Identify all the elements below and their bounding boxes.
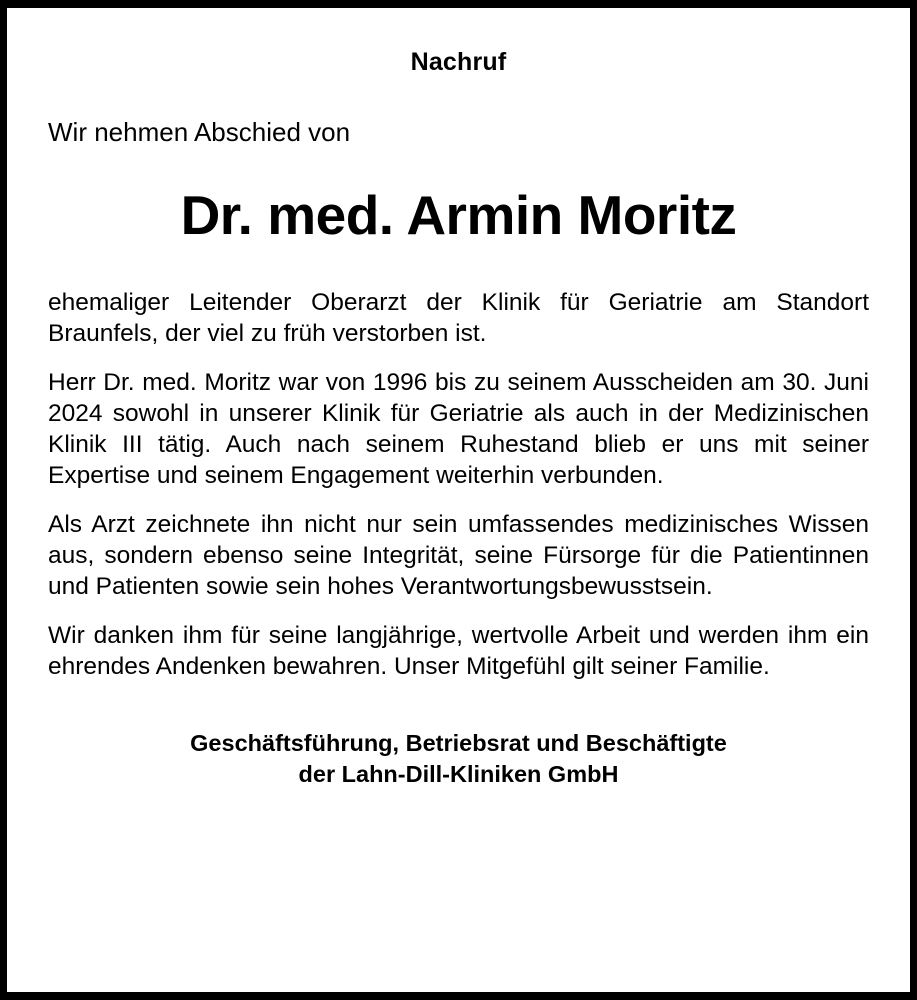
lead-line: Wir nehmen Abschied von <box>48 117 351 147</box>
deceased-name: Dr. med. Armin Moritz <box>180 183 737 246</box>
signature-line-2: der Lahn-Dill-Kliniken GmbH <box>298 760 619 787</box>
page-title: Nachruf <box>410 48 507 76</box>
body-copy <box>48 243 869 682</box>
signature-block <box>48 682 869 790</box>
body-paragraph-1: ehemaliger Leitender Oberarzt der Klinik für Geriatrie am Standort Braunfels, der viel zu früh verstorben ist. <box>48 288 869 347</box>
body-paragraph-3: Als Arzt zeichnete ihn nicht nur sein umfassendes medizinisches Wissen aus, sondern ebenso seine Integrität, seine Fürsorge für die Patientinnen und Patienten sowie sein hohes Verantwortungsbewusstsein. <box>48 510 869 600</box>
notice-content <box>7 8 910 992</box>
body-paragraph-2: Herr Dr. med. Moritz war von 1996 bis zu seinem Ausscheiden am 30. Juni 2024 sowohl in unserer Klinik für Geriatrie als auch in der Medizinischen Klinik III tätig. Auch nach seinem Ruhestand blieb er uns mit seiner Expertise und seinem Engagement weiterhin verbunden. <box>48 368 869 489</box>
signature-line-1: Geschäftsführung, Betriebsrat und Beschäftigte <box>190 729 727 756</box>
body-paragraph-4: Wir danken ihm für seine langjährige, wertvolle Arbeit und werden ihm ein ehrendes Andenken bewahren. Unser Mitgefühl gilt seiner Familie. <box>48 621 869 680</box>
